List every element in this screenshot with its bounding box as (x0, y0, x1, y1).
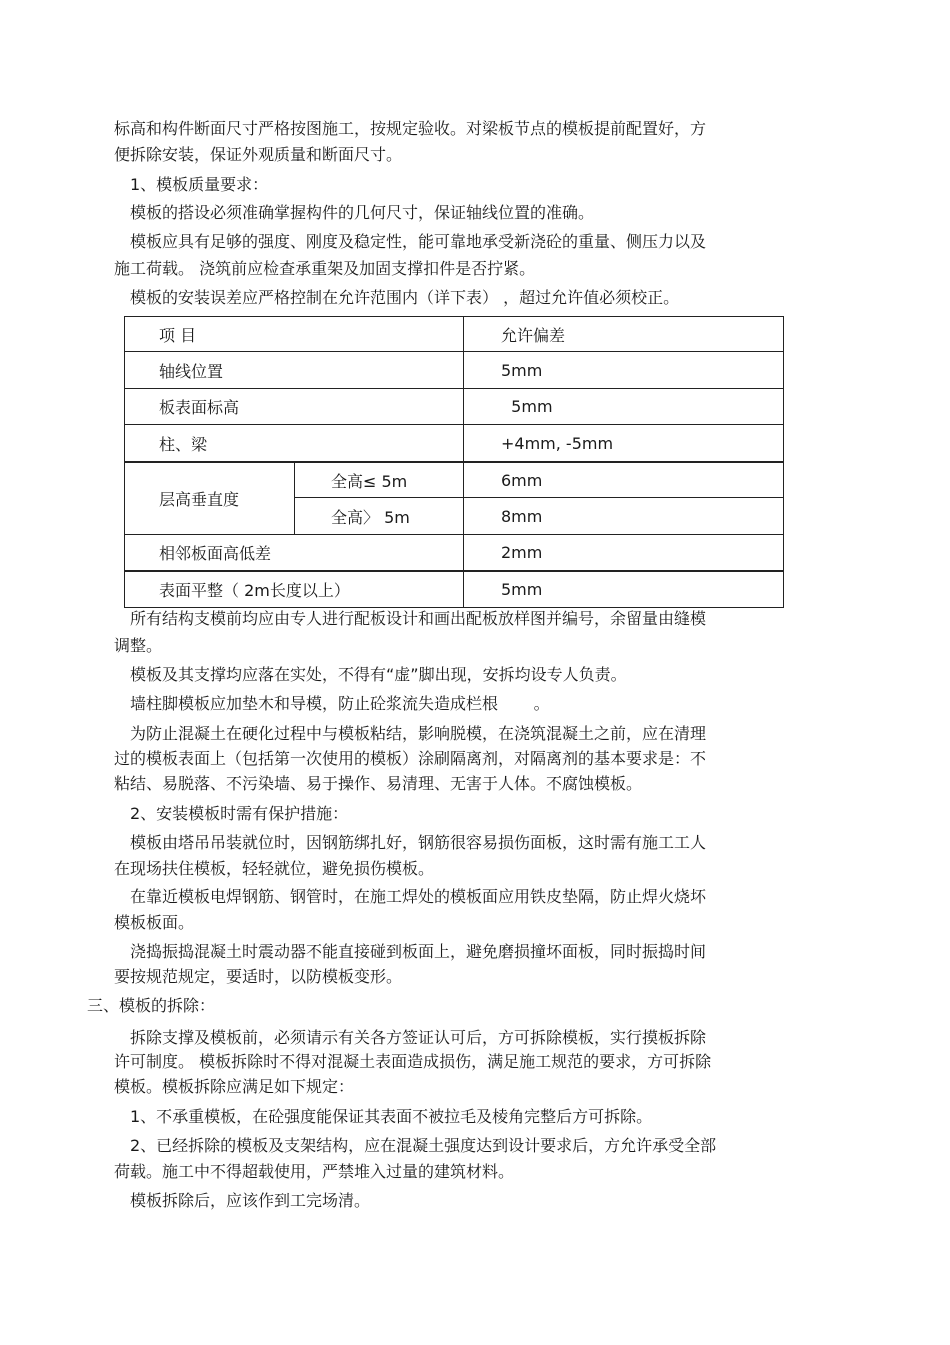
paragraph-line: 粘结、易脱落、不污染墙、易于操作、易清理、无害于人体。不腐蚀模板。 (114, 774, 643, 793)
paragraph-line: 模板的安装误差应严格控制在允许范围内（详下表） ，超过允许值必须校正。 (130, 288, 680, 307)
item-cell: 轴线位置 (125, 352, 464, 389)
sub-item-cell: 全高≤ 5m (295, 462, 464, 498)
value-cell: 5mm (464, 352, 784, 389)
table-row (125, 462, 784, 498)
paragraph-line: 所有结构支模前均应由专人进行配板设计和画出配板放样图并编号，余留量由缝模 (130, 609, 707, 628)
paragraph-line: 墙柱脚模板应加垫木和导模，防止砼浆流失造成栏根 。 (130, 694, 550, 713)
paragraph-line: 模板。模板拆除应满足如下规定： (114, 1077, 355, 1096)
value-cell: +4mm, -5mm (464, 425, 784, 463)
paragraph-line: 模板由塔吊吊装就位时，因钢筋绑扎好，钢筋很容易损伤面板，这时需有施工工人 (130, 833, 707, 852)
paragraph-line: 2、已经拆除的模板及支架结构，应在混凝土强度达到设计要求后，方允许承受全部 (130, 1136, 717, 1155)
table-row (125, 352, 784, 389)
table-row (125, 317, 784, 352)
item-cell: 板表面标高 (125, 389, 464, 425)
sub-item-cell: 全高〉 5m (295, 498, 464, 535)
paragraph-line: 1、不承重模板，在砼强度能保证其表面不被拉毛及棱角完整后方可拆除。 (130, 1107, 653, 1126)
table-row (125, 535, 784, 572)
paragraph-line: 浇捣振捣混凝土时震动器不能直接碰到板面上，避免磨损撞坏面板，同时振捣时间 (130, 942, 707, 961)
item-cell: 表面平整（ 2m长度以上） (125, 571, 464, 608)
paragraph-line: 拆除支撑及模板前，必须请示有关各方签证认可后，方可拆除模板，实行摸板拆除 (130, 1028, 707, 1047)
header-item-cell: 项 目 (125, 317, 464, 352)
paragraph-line: 许可制度。 模板拆除时不得对混凝土表面造成损伤，满足施工规范的要求，方可拆除 (114, 1052, 712, 1071)
value-cell: 5mm (464, 571, 784, 608)
section-heading: 2、安装模板时需有保护措施： (130, 804, 349, 823)
paragraph-line: 在现场扶住模板，轻轻就位，避免损伤模板。 (114, 859, 435, 878)
paragraph-line: 施工荷载。 浇筑前应检查承重架及加固支撑扣件是否拧紧。 (114, 259, 536, 278)
paragraph-line: 模板的搭设必须准确掌握构件的几何尺寸，保证轴线位置的准确。 (130, 203, 595, 222)
value-cell: 5mm (464, 389, 784, 425)
section-heading: 1、模板质量要求： (130, 175, 269, 194)
tolerance-table (124, 316, 784, 608)
value-cell: 6mm (464, 462, 784, 498)
table-row (125, 425, 784, 463)
paragraph-line: 荷载。施工中不得超载使用，严禁堆入过量的建筑材料。 (114, 1162, 515, 1181)
paragraph-line: 便拆除安装，保证外观质量和断面尺寸。 (114, 145, 403, 164)
paragraph-line: 调整。 (114, 636, 163, 655)
header-tolerance-cell: 允许偏差 (464, 317, 784, 352)
paragraph-line: 模板及其支撑均应落在实处，不得有“虚”脚出现，安拆均设专人负责。 (130, 665, 627, 684)
item-cell: 层高垂直度 (125, 462, 295, 535)
paragraph-line: 模板板面。 (114, 913, 195, 932)
table-row (125, 571, 784, 608)
item-cell: 相邻板面高低差 (125, 535, 464, 572)
value-cell: 2mm (464, 535, 784, 572)
paragraph-line: 过的模板表面上（包括第一次使用的模板）涂刷隔离剂，对隔离剂的基本要求是：不 (114, 749, 707, 768)
paragraph-line: 要按规范规定，要适时，以防模板变形。 (114, 967, 403, 986)
item-cell: 柱、梁 (125, 425, 464, 463)
paragraph-line: 为防止混凝土在硬化过程中与模板粘结，影响脱模，在浇筑混凝土之前，应在清理 (130, 724, 707, 743)
paragraph-line: 模板应具有足够的强度、刚度及稳定性，能可靠地承受新浇砼的重量、侧压力以及 (130, 232, 707, 251)
value-cell: 8mm (464, 498, 784, 535)
paragraph-line: 在靠近模板电焊钢筋、钢管时，在施工焊处的模板面应用铁皮垫隔，防止焊火烧坏 (130, 887, 707, 906)
paragraph-line: 模板拆除后，应该作到工完场清。 (130, 1191, 371, 1210)
paragraph-line: 标高和构件断面尺寸严格按图施工，按规定验收。对梁板节点的模板提前配置好，方 (114, 119, 707, 138)
table-row (125, 389, 784, 425)
section-heading: 三、模板的拆除： (87, 996, 216, 1015)
